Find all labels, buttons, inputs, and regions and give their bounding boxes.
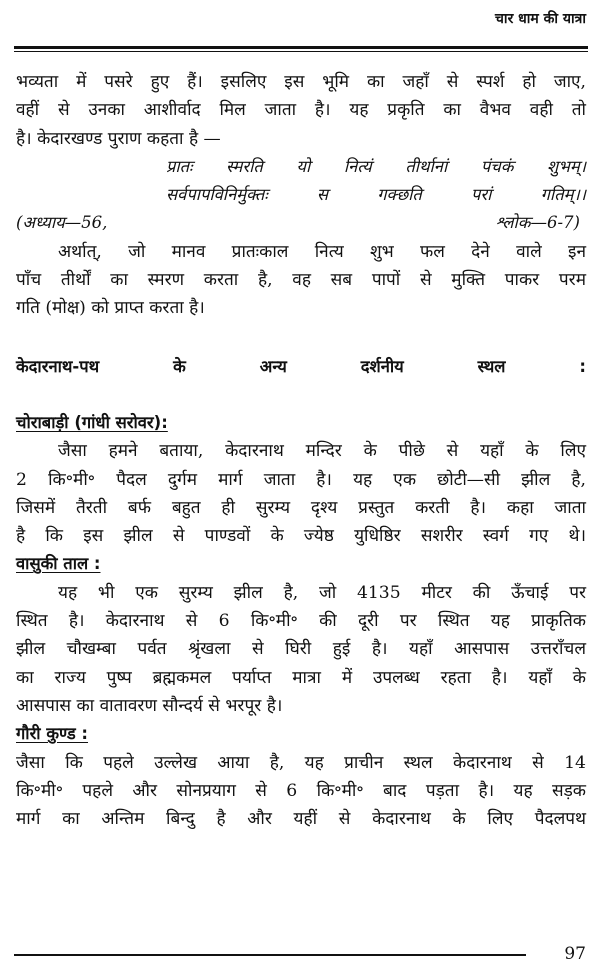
verse-citation: (अध्याय—56, श्लोक—6-7) xyxy=(16,213,580,233)
verse-line-2: सर्वपापविनिर्मुक्तः स गक्छति परां गतिम्।। xyxy=(166,185,586,205)
paragraph-line: है। केदारखण्ड पुराण कहता है — xyxy=(16,128,221,149)
header-rule-thin xyxy=(14,51,588,52)
vasuki-section xyxy=(16,550,586,720)
paragraph-line: भव्यता में पसरे हुए हैं। इसलिए इस भूमि का जहाँ से स्पर्श हो जाए, xyxy=(16,72,586,92)
meaning-paragraph xyxy=(16,238,586,323)
chorabari-heading: चोराबाड़ी (गांधी सरोवर): xyxy=(16,412,168,432)
vasuki-heading: वासुकी ताल : xyxy=(16,554,101,574)
paragraph-line: यह भी एक सुरम्य झील है, जो 4135 मीटर की ऊँचाई पर xyxy=(58,582,586,603)
paragraph-line: जैसा कि पहले उल्लेख आया है, यह प्राचीन स्थल केदारनाथ से 14 xyxy=(16,752,586,773)
paragraph-line: 2 कि॰मी॰ पैदल दुर्गम मार्ग जाता है। यह एक छोटी—सी झील है, xyxy=(16,469,586,490)
section-heading: केदारनाथ-पथ के अन्य दर्शनीय स्थल : xyxy=(16,356,586,376)
page-body xyxy=(16,68,586,833)
paragraph-line: आसपास का वातावरण सौन्दर्य से भरपूर है। xyxy=(16,695,283,716)
paragraph-line: है कि इस झील से पाण्डवों के ज्येष्ठ युधिष्ठिर सशरीर स्वर्ग गए थे। xyxy=(16,526,586,547)
footer-rule xyxy=(14,954,526,956)
page-number: 97 xyxy=(564,944,586,964)
paragraph-line: कि॰मी॰ पहले और सोनप्रयाग से 6 कि॰मी॰ बाद पड़ता है। यह सड़क xyxy=(16,780,586,801)
paragraph-line: अर्थात्, जो मानव प्रातःकाल नित्य शुभ फल देने वाले इन xyxy=(58,241,586,262)
chorabari-section xyxy=(16,409,586,550)
gaurikund-heading: गौरी कुण्ड : xyxy=(16,724,89,744)
paragraph-line: वहीं से उनका आशीर्वाद मिल जाता है। यह प्रकृति का वैभव वही तो xyxy=(16,100,586,121)
paragraph-line: झील चौखम्बा पर्वत श्रृंखला से घिरी हुई है। यहाँ आसपास उत्तराँचल xyxy=(16,639,586,660)
header-rule-thick xyxy=(14,46,588,49)
sanskrit-verse xyxy=(16,153,586,238)
gaurikund-section xyxy=(16,720,586,833)
page-header-title: चार धाम की यात्रा xyxy=(495,11,586,27)
paragraph-line: जिसमें तैरती बर्फ बहुत ही सुरम्य दृश्य प्रस्तुत करती है। कहा जाता xyxy=(16,497,586,518)
verse-line-1: प्रातः स्मरति यो नित्यं तीर्थानां पंचकं शुभम्। xyxy=(166,156,586,176)
paragraph-line: जैसा हमने बताया, केदारनाथ मन्दिर के पीछे से यहाँ के लिए xyxy=(58,441,586,462)
paragraph-line: स्थित है। केदारनाथ से 6 कि॰मी॰ की दूरी पर स्थित यह प्राकृतिक xyxy=(16,611,586,632)
intro-paragraph xyxy=(16,68,586,153)
paragraph-line: मार्ग का अन्तिम बिन्दु है और यहीं से केदारनाथ के लिए पैदलपथ xyxy=(16,809,586,830)
paragraph-line: गति (मोक्ष) को प्राप्त करता है। xyxy=(16,298,205,319)
paragraph-line: पाँच तीर्थों का स्मरण करता है, वह सब पापों से मुक्ति पाकर परम xyxy=(16,270,586,291)
paragraph-line: का राज्य पुष्प ब्रह्मकमल पर्याप्त मात्रा में उपलब्ध रहता है। यहाँ के xyxy=(16,667,586,688)
